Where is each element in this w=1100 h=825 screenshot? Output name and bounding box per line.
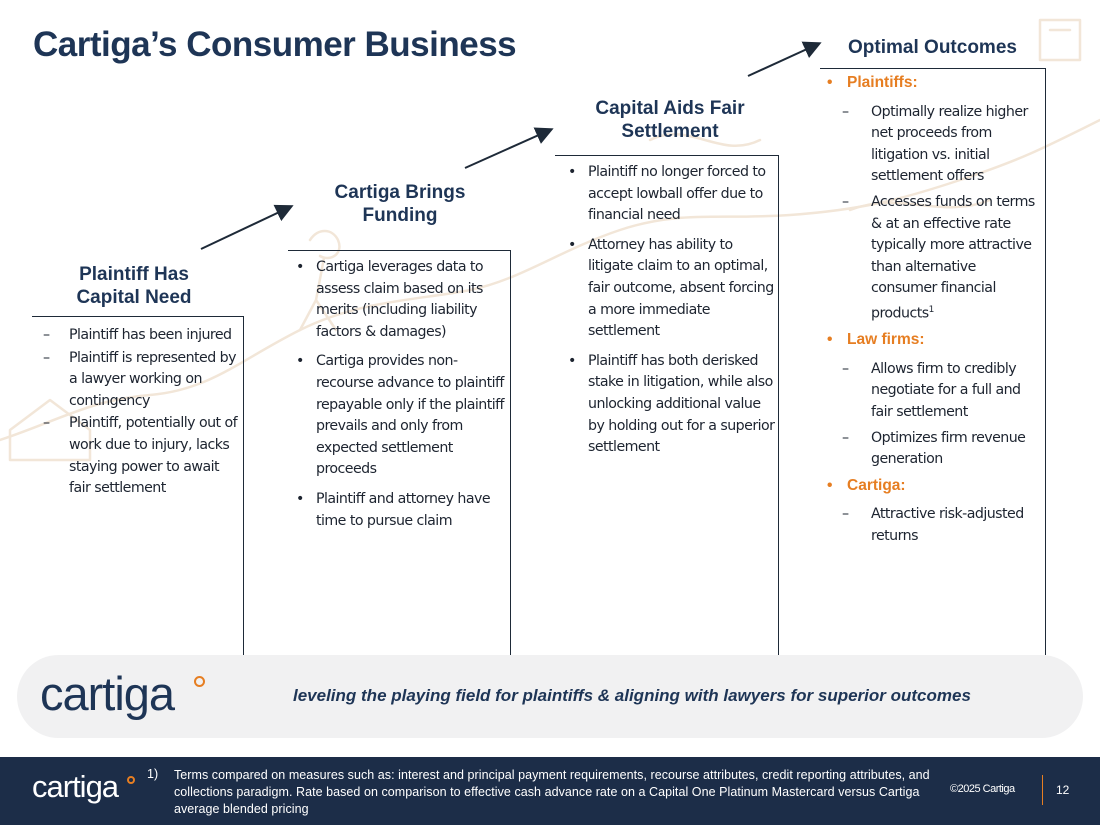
- list-item: – Plaintiff is represented by a lawyer working on contingency: [40, 348, 240, 413]
- list-item: – Optimally realize higher net proceeds from litigation vs. initial settlement offers: [821, 102, 1045, 188]
- footer-logo-ring-icon: [127, 776, 135, 784]
- footnote-number: 1): [147, 767, 159, 781]
- step-line-4-side: [1045, 68, 1046, 655]
- banner-logo: cartiga: [40, 667, 175, 720]
- footnote-marker: 1: [928, 304, 934, 315]
- arrow-step-3: [748, 44, 818, 76]
- step-line-2-top: [288, 250, 511, 251]
- column-brings-funding-list: [290, 257, 510, 540]
- list-item: • Plaintiff and attorney have time to pursue claim: [290, 489, 510, 532]
- page-number: 12: [1056, 783, 1070, 797]
- group-label-law-firms: • Law firms:: [821, 329, 1045, 351]
- list-item: • Plaintiff has both derisked stake in litigation, while also unlocking additional value by holding out for a superior settlement: [562, 351, 776, 459]
- list-item: – Allows firm to credibly negotiate for a full and fair settlement: [821, 359, 1045, 424]
- step-line-3-side: [778, 155, 779, 655]
- step-line-3-top: [555, 155, 779, 156]
- group-label-plaintiffs: • Plaintiffs:: [821, 72, 1045, 94]
- list-item: – Plaintiff, potentially out of work due to injury, lacks staying power to await fair settlement: [40, 413, 240, 499]
- page-divider: [1042, 775, 1043, 805]
- list-item: • Cartiga leverages data to assess claim based on its merits (including liability factors & damages): [290, 257, 510, 343]
- column-heading-capital-need: Plaintiff Has Capital Need: [76, 264, 192, 308]
- column-heading-brings-funding: Cartiga Brings Funding: [334, 182, 466, 226]
- list-item: • Cartiga provides non-recourse advance to plaintiff repayable only if the plaintiff prevails and only from expected settlement proceeds: [290, 351, 510, 481]
- column-heading-optimal-outcomes: Optimal Outcomes: [848, 37, 1017, 58]
- group-label-cartiga: • Cartiga:: [821, 475, 1045, 497]
- column-optimal-outcomes-list: [821, 72, 1045, 552]
- list-item: – Optimizes firm revenue generation: [821, 428, 1045, 471]
- column-capital-need-list: [40, 325, 240, 501]
- list-item: • Plaintiff no longer forced to accept lowball offer due to financial need: [562, 162, 776, 227]
- list-item: – Accesses funds on terms & at an effective rate typically more attractive than alternative consumer financial products$^1$: [821, 192, 1045, 325]
- banner-tagline: leveling the playing field for plaintiffs & aligning with lawyers for superior outcomes: [293, 686, 971, 705]
- column-fair-settlement-list: [562, 162, 776, 467]
- column-heading-fair-settlement: Capital Aids Fair Settlement: [595, 98, 745, 142]
- step-line-2-side: [510, 250, 511, 655]
- arrow-step-1: [201, 207, 290, 249]
- step-line-4-top: [820, 68, 1046, 69]
- banner-logo-ring-icon: [194, 676, 205, 687]
- arrow-step-2: [465, 130, 550, 168]
- copyright: ©2025 Cartiga: [950, 783, 1015, 795]
- step-line-1-side: [243, 316, 244, 655]
- footer: [0, 757, 1100, 825]
- list-item: • Attorney has ability to litigate claim to an optimal, fair outcome, absent forcing a more immediate settlement: [562, 235, 776, 343]
- page-title: Cartiga’s Consumer Business: [33, 25, 517, 64]
- list-item: – Plaintiff has been injured: [40, 325, 240, 347]
- step-line-1-top: [32, 316, 244, 317]
- footnote-text: Terms compared on measures such as: interest and principal payment requirements, recourse attributes, credit reporting attributes, and collections paradigm. Rate based on comparison to effective cash advance rate on a Capital One Platinum Mastercard versus Cartiga average blended pricing: [174, 768, 930, 816]
- footer-logo: cartiga: [32, 769, 119, 804]
- list-item: – Attractive risk-adjusted returns: [821, 504, 1045, 547]
